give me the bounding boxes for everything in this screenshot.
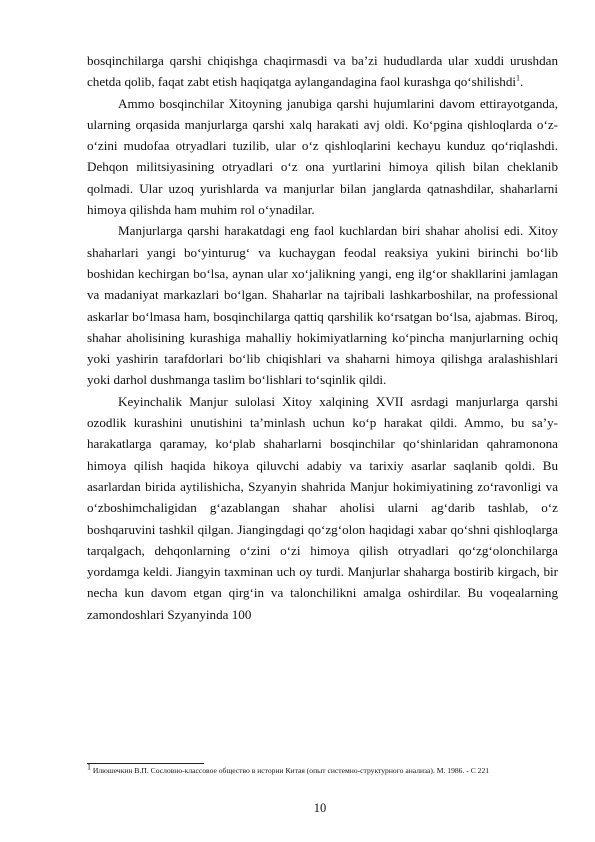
document-body bbox=[87, 50, 558, 625]
paragraph-1-tail: . bbox=[520, 74, 524, 90]
paragraph-1 bbox=[87, 50, 558, 93]
page-number: 10 bbox=[313, 801, 327, 815]
footnote-reference[interactable]: 1 bbox=[516, 73, 521, 83]
footnote-marker: 1 bbox=[87, 762, 91, 772]
footnote-divider bbox=[87, 763, 204, 764]
footnote bbox=[87, 762, 558, 777]
paragraph-2: Ammo bosqinchilar Xitoyning janubiga qarshi hujumlarini davom ettirayotganda, ularning orqasida manjurlarga qarshi xalq harakati avj oldi. Ko‘pgina qishloqlarda o‘z-o‘zini mudofaa otryadlari tuzilib, ular o‘z qishloqlarini kechayu kunduz qo‘riqlashdi. Dehqon militsiyasining otryadlari o‘z ona yurtlarini himoya qilish bilan cheklanib qolmadi. Ular uzoq yurishlarda va manjurlar bilan janglarda qatnashdilar, shaharlarni himoya qilishda ham muhim rol o‘ynadilar. bbox=[87, 95, 558, 218]
footnote-text: Илюшечкин В.П. Сословно-классовое общество в истории Китая (опыт системно-структурного анализа). М. 1986. - С 221 bbox=[92, 766, 490, 775]
paragraph-1-text: bosqinchilarga qarshi chiqishga chaqirmasdi va ba’zi hududlarda ular xuddi urushdan chetda qolib, faqat zabt etish haqiqatga aylangandagina faol kurashga qo‘shilishdi bbox=[87, 53, 558, 90]
paragraph-3: Manjurlarga qarshi harakatdagi eng faol kuchlardan biri shahar aholisi edi. Xitoy shaharlari yangi bo‘yinturug‘ va kuchaygan feodal reaksiya yukini birinchi bo‘lib boshidan kechirgan bo‘lsa, aynan ular xo‘jalikning yangi, eng ilg‘or shakllarini jamlagan va madaniyat markazlari bo‘lgan. Shaharlar na tajribali lashkarboshilar, na professional askarlar bo‘lmasa ham, bosqinchilarga qattiq qarshilik ko‘rsatgan bo‘lsa, ajabmas. Biroq, shahar aholisining kurashiga mahalliy hokimiyatlarning ko‘pincha manjurlarning ochiq yoki yashirin tarafdorlari bo‘lib chiqishlari va shaharni himoya qilishga aralashishlari yoki darhol dushmanga taslim bo‘lishlari to‘sqinlik qildi. bbox=[87, 223, 558, 388]
paragraph-4: Keyinchalik Manjur sulolasi Xitoy xalqining XVII asrdagi manjurlarga qarshi ozodlik kurashini unutishini ta’minlash uchun ko‘p harakat qildi. Ammo, bu sa’y-harakatlarga qaramay, ko‘plab shaharlarni bosqinchilar qo‘shinlaridan qahramonona himoya qilish haqida hikoya qiluvchi adabiy va tarixiy asarlar saqlanib qoldi. Bu asarlardan birida aytilishicha, Szyanyin shahrida Manjur hokimiyatining zo‘ravonligi va o‘zboshimchaligidan g‘azablangan shahar aholisi ularni ag‘darib tashlab, o‘z boshqaruvini tashkil qilgan. Jiangingdagi qo‘zg‘olon haqidagi xabar qo‘shni qishloqlarga tarqalgach, dehqonlarning o‘zini o‘zi himoya qilish otryadlari qo‘zg‘olonchilarga yordamga keldi. Jiangyin taxminan uch oy turdi. Manjurlar shaharga bostirib kirgach, bir necha kun davom etgan qirg‘in va talonchilikni amalga oshirdilar. Bu voqealarning zamondoshlari Szyanyinda 100 bbox=[87, 393, 558, 622]
